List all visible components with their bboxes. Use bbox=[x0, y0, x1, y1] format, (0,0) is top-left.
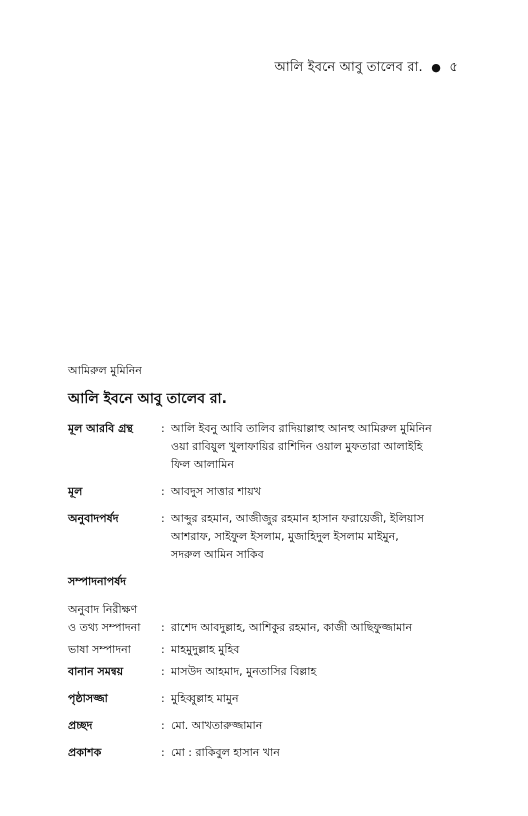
translation-review-label: অনুবাদ নিরীক্ষণ bbox=[68, 603, 138, 616]
layout-value: মুহিব্বুল্লাহ মামুন bbox=[171, 692, 239, 705]
colon: : bbox=[161, 643, 165, 656]
original-book-label: মূল আরবি গ্রন্থ bbox=[68, 422, 133, 435]
layout-label: পৃষ্ঠাসজ্জা bbox=[68, 692, 108, 705]
editorial-board-heading: সম্পাদনাপর্ষদ bbox=[68, 575, 127, 588]
credits-block bbox=[68, 362, 468, 762]
running-title: আলি ইবনে আবু তালেব রা. bbox=[274, 60, 423, 75]
language-editing-label: ভাষা সম্পাদনা bbox=[68, 643, 131, 656]
colon: : bbox=[161, 719, 165, 732]
book-subtitle: আমিরুল মুমিনিন bbox=[68, 364, 142, 377]
cover-label: প্রচ্ছদ bbox=[68, 719, 93, 732]
bullet-icon: ● bbox=[431, 61, 442, 74]
original-book-line: ফিল আলামিন bbox=[171, 458, 234, 471]
translation-board-line: সদরুল আমিন সাকিব bbox=[171, 548, 264, 561]
credit-row-layout bbox=[68, 690, 468, 708]
colon: : bbox=[161, 422, 165, 435]
fact-editing-label: ও তথ্য সম্পাদনা bbox=[68, 621, 141, 634]
colon: : bbox=[161, 746, 165, 759]
publisher-label: প্রকাশক bbox=[68, 746, 102, 759]
colon: : bbox=[161, 692, 165, 705]
colon: : bbox=[161, 621, 165, 634]
credit-row-spelling bbox=[68, 663, 468, 681]
translation-board-label: অনুবাদপর্ষদ bbox=[68, 512, 119, 525]
language-editing-value: মাহমুদুল্লাহ মুহিব bbox=[171, 643, 240, 656]
spelling-value: মাসউদ আহমাদ, মুনতাসির বিল্লাহ bbox=[171, 665, 317, 678]
colon: : bbox=[161, 512, 165, 525]
translation-board-line: আব্দুর রহমান, আজীজুর রহমান হাসান ফরায়েজী, ইলিয়াস bbox=[171, 512, 424, 525]
running-header bbox=[274, 58, 458, 79]
cover-value: মো. আখতারুজ্জামান bbox=[171, 719, 263, 732]
original-book-value bbox=[171, 420, 468, 474]
page-number: ৫ bbox=[449, 60, 458, 75]
author-label: মূল bbox=[68, 485, 83, 498]
credit-row-publisher bbox=[68, 744, 468, 762]
author-value: আবদুস সাত্তার শায়খ bbox=[171, 485, 261, 498]
credit-row-cover bbox=[68, 717, 468, 735]
credit-row-fact-editing bbox=[68, 619, 468, 637]
colon: : bbox=[161, 485, 165, 498]
colon: : bbox=[161, 665, 165, 678]
credit-row-translation-board bbox=[68, 510, 468, 564]
original-book-line: ওয়া রাবিয়ুল খুলাফায়ির রাশিদিন ওয়াল মুফতারা আলাইহি bbox=[171, 440, 423, 453]
fact-editing-value: রাশেদ আবদুল্লাহ, আশিকুর রহমান, কাজী আছিফুজ্জামান bbox=[171, 621, 413, 634]
book-title: আলি ইবনে আবু তালেব রা. bbox=[68, 391, 227, 407]
translation-board-value bbox=[171, 510, 468, 564]
original-book-line: আলি ইবনু আবি তালিব রাদিয়াল্লাহু আনহু আমিরুল মুমিনিন bbox=[171, 422, 432, 435]
publisher-value: মো : রাকিবুল হাসান খান bbox=[171, 746, 280, 759]
spelling-label: বানান সমন্বয় bbox=[68, 665, 124, 678]
credit-row-language-editing bbox=[68, 641, 468, 659]
credit-row-author bbox=[68, 483, 468, 501]
translation-board-line: আশরাফ, সাইফুল ইসলাম, মুজাহিদুল ইসলাম মাইমুন, bbox=[171, 530, 399, 543]
credit-row-original-book bbox=[68, 420, 468, 474]
